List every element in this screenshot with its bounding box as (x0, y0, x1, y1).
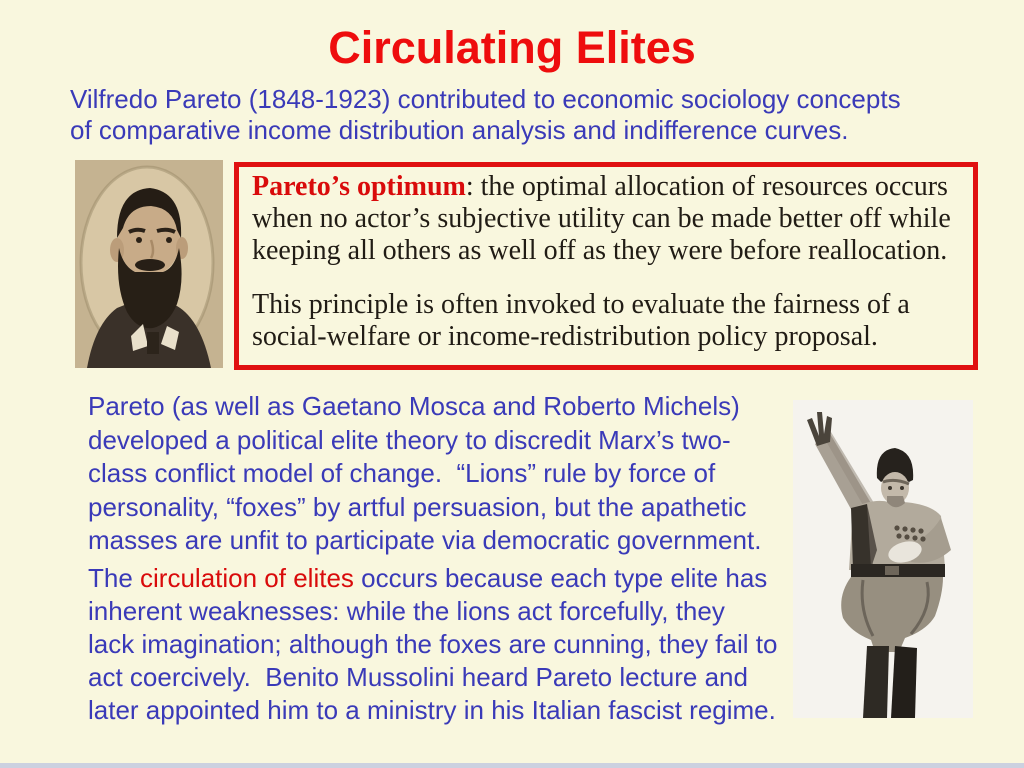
text-line: masses are unfit to participate via democratic government. (88, 525, 762, 555)
slide-title: Circulating Elites (328, 22, 696, 73)
mussolini-photo (793, 400, 973, 718)
pareto-portrait-illustration (75, 160, 223, 368)
text-line: social-welfare or income-redistribution policy proposal. (252, 321, 878, 352)
text-line: keeping all others as well off as they were before reallocation. (252, 235, 948, 266)
text-line: Vilfredo Pareto (1848-1923) contributed to economic sociology concepts (70, 84, 901, 114)
text-line: inherent weaknesses: while the lions act forcefully, they (88, 596, 725, 626)
bottom-edge-bar (0, 763, 1024, 768)
text-line: This principle is often invoked to evaluate the fairness of a (252, 289, 910, 320)
text-line: Pareto’s optimum: the optimal allocation of resources occurs (252, 171, 948, 202)
text-line: when no actor’s subjective utility can be made better off while (252, 203, 951, 234)
text-line: of comparative income distribution analysis and indifference curves. (70, 115, 849, 145)
right-leg (891, 646, 917, 718)
intro-text (70, 84, 901, 146)
pareto-photo (75, 160, 223, 368)
optimum-definition (252, 171, 965, 267)
circulation-paragraph (88, 562, 777, 727)
text-line: class conflict model of change. “Lions” rule by force of (88, 458, 716, 488)
text-line: act coercively. Benito Mussolini heard Pareto lecture and (88, 662, 748, 692)
elite-theory-paragraph (88, 390, 761, 558)
text-line: Pareto (as well as Gaetano Mosca and Roberto Michels) (88, 391, 740, 421)
text-line: The circulation of elites occurs because each type elite has (88, 563, 768, 593)
left-leg (863, 646, 889, 718)
optimum-application (252, 289, 965, 353)
text-line: lack imagination; although the foxes are cunning, they fail to (88, 629, 778, 659)
mussolini-salute-illustration (793, 400, 973, 718)
text-line: later appointed him to a ministry in his Italian fascist regime. (88, 695, 776, 725)
text-line: developed a political elite theory to discredit Marx’s two- (88, 424, 731, 455)
text-line: personality, “foxes” by artful persuasion, but the apathetic (88, 491, 747, 522)
pareto-optimum-box (234, 162, 978, 370)
